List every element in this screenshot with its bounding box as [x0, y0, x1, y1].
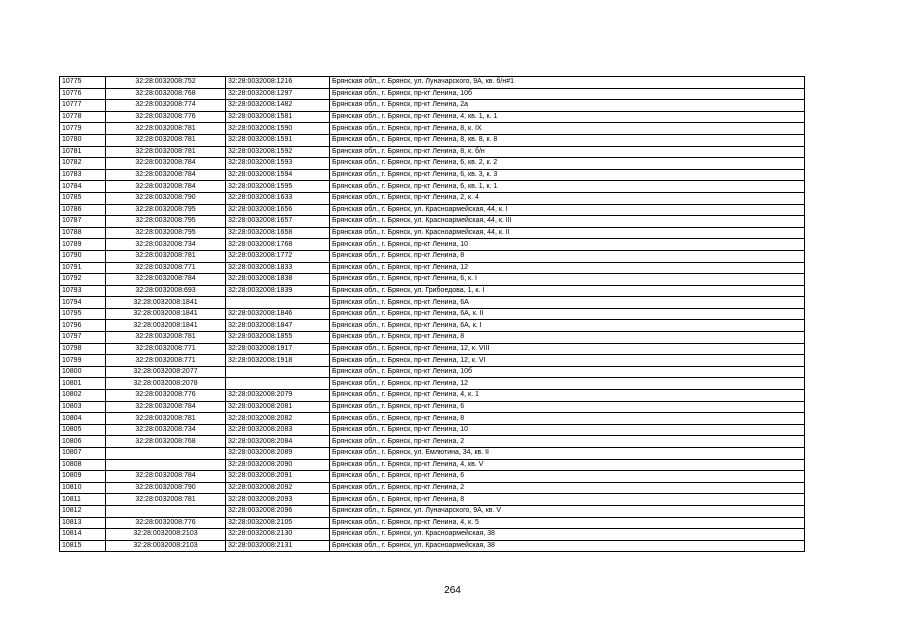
row-number-cell: 10778 [60, 111, 106, 123]
address-cell: Брянская обл., г. Брянск, пр-кт Ленина, 6, кв. 1, к. 1 [330, 181, 805, 193]
table-row [60, 239, 805, 251]
cadastral-number-cell: 32:28:0032008:1591 [226, 134, 330, 146]
table-row [60, 88, 805, 100]
parent-cadastral-number-cell: 32:28:0032008:771 [106, 355, 226, 367]
cadastral-number-cell [226, 297, 330, 309]
row-number-cell: 10787 [60, 216, 106, 228]
address-cell: Брянская обл., г. Брянск, пр-кт Ленина, 10 [330, 424, 805, 436]
address-cell: Брянская обл., г. Брянск, пр-кт Ленина, 6А, к. II [330, 308, 805, 320]
table-row [60, 308, 805, 320]
address-cell: Брянская обл., г. Брянск, ул. Грибоедова, 1, к. I [330, 285, 805, 297]
parent-cadastral-number-cell: 32:28:0032008:784 [106, 274, 226, 286]
parent-cadastral-number-cell: 32:28:0032008:734 [106, 424, 226, 436]
table-row [60, 262, 805, 274]
parent-cadastral-number-cell: 32:28:0032008:795 [106, 204, 226, 216]
parent-cadastral-number-cell: 32:28:0032008:795 [106, 227, 226, 239]
parent-cadastral-number-cell: 32:28:0032008:776 [106, 390, 226, 402]
address-cell: Брянская обл., г. Брянск, пр-кт Ленина, 10б [330, 88, 805, 100]
row-number-cell: 10777 [60, 100, 106, 112]
parent-cadastral-number-cell: 32:28:0032008:784 [106, 471, 226, 483]
address-cell: Брянская обл., г. Брянск, пр-кт Ленина, 2 [330, 482, 805, 494]
row-number-cell: 10812 [60, 505, 106, 517]
cadastral-number-cell: 32:28:0032008:2093 [226, 494, 330, 506]
row-number-cell: 10780 [60, 134, 106, 146]
cadastral-number-cell [226, 378, 330, 390]
table-row [60, 517, 805, 529]
parent-cadastral-number-cell: 32:28:0032008:771 [106, 343, 226, 355]
table-row [60, 250, 805, 262]
table-row [60, 390, 805, 402]
row-number-cell: 10785 [60, 192, 106, 204]
cadastral-number-cell: 32:28:0032008:1657 [226, 216, 330, 228]
address-cell: Брянская обл., г. Брянск, пр-кт Ленина, 4, кв. V [330, 459, 805, 471]
address-cell: Брянская обл., г. Брянск, ул. Красноармейская, 44, к. II [330, 227, 805, 239]
row-number-cell: 10789 [60, 239, 106, 251]
row-number-cell: 10813 [60, 517, 106, 529]
row-number-cell: 10800 [60, 366, 106, 378]
cadastral-number-cell: 32:28:0032008:1590 [226, 123, 330, 135]
table-row [60, 401, 805, 413]
address-cell: Брянская обл., г. Брянск, ул. Красноармейская, 38 [330, 540, 805, 552]
row-number-cell: 10784 [60, 181, 106, 193]
cadastral-number-cell: 32:28:0032008:1593 [226, 158, 330, 170]
parent-cadastral-number-cell: 32:28:0032008:768 [106, 88, 226, 100]
row-number-cell: 10811 [60, 494, 106, 506]
row-number-cell: 10814 [60, 529, 106, 541]
parent-cadastral-number-cell [106, 505, 226, 517]
row-number-cell: 10795 [60, 308, 106, 320]
address-cell: Брянская обл., г. Брянск, пр-кт Ленина, 2 [330, 436, 805, 448]
row-number-cell: 10796 [60, 320, 106, 332]
row-number-cell: 10810 [60, 482, 106, 494]
table-row [60, 123, 805, 135]
parent-cadastral-number-cell: 32:28:0032008:784 [106, 169, 226, 181]
cadastral-number-cell: 32:28:0032008:1847 [226, 320, 330, 332]
table-row [60, 216, 805, 228]
address-cell: Брянская обл., г. Брянск, пр-кт Ленина, 6 [330, 471, 805, 483]
table-row [60, 355, 805, 367]
address-cell: Брянская обл., г. Брянск, ул. Красноармейская, 44, к. III [330, 216, 805, 228]
table-row [60, 274, 805, 286]
row-number-cell: 10786 [60, 204, 106, 216]
row-number-cell: 10802 [60, 390, 106, 402]
parent-cadastral-number-cell: 32:28:0032008:781 [106, 413, 226, 425]
cadastral-number-cell: 32:28:0032008:1839 [226, 285, 330, 297]
table-row [60, 482, 805, 494]
address-cell: Брянская обл., г. Брянск, пр-кт Ленина, 10 [330, 239, 805, 251]
address-cell: Брянская обл., г. Брянск, ул. Красноармейская, 38 [330, 529, 805, 541]
cadastral-number-cell: 32:28:0032008:2131 [226, 540, 330, 552]
address-cell: Брянская обл., г. Брянск, пр-кт Ленина, 8 [330, 332, 805, 344]
table-row [60, 540, 805, 552]
parent-cadastral-number-cell: 32:28:0032008:776 [106, 517, 226, 529]
cadastral-number-cell: 32:28:0032008:1833 [226, 262, 330, 274]
cadastral-number-cell [226, 366, 330, 378]
row-number-cell: 10798 [60, 343, 106, 355]
parent-cadastral-number-cell: 32:28:0032008:784 [106, 158, 226, 170]
parent-cadastral-number-cell: 32:28:0032008:781 [106, 123, 226, 135]
row-number-cell: 10815 [60, 540, 106, 552]
table-row [60, 505, 805, 517]
address-cell: Брянская обл., г. Брянск, пр-кт Ленина, 8, кв. 8, к. 8 [330, 134, 805, 146]
table-row [60, 100, 805, 112]
table-row [60, 424, 805, 436]
address-cell: Брянская обл., г. Брянск, пр-кт Ленина, 8 [330, 413, 805, 425]
parent-cadastral-number-cell: 32:28:0032008:790 [106, 192, 226, 204]
cadastral-number-cell: 32:28:0032008:1918 [226, 355, 330, 367]
table-row [60, 471, 805, 483]
parent-cadastral-number-cell: 32:28:0032008:2078 [106, 378, 226, 390]
table-row [60, 169, 805, 181]
row-number-cell: 10807 [60, 448, 106, 460]
parent-cadastral-number-cell [106, 459, 226, 471]
cadastral-number-cell: 32:28:0032008:2082 [226, 413, 330, 425]
cadastral-number-cell: 32:28:0032008:1855 [226, 332, 330, 344]
parent-cadastral-number-cell: 32:28:0032008:1841 [106, 308, 226, 320]
row-number-cell: 10809 [60, 471, 106, 483]
table-row [60, 332, 805, 344]
parent-cadastral-number-cell: 32:28:0032008:781 [106, 250, 226, 262]
address-cell: Брянская обл., г. Брянск, пр-кт Ленина, 10б [330, 366, 805, 378]
parent-cadastral-number-cell: 32:28:0032008:784 [106, 401, 226, 413]
parent-cadastral-number-cell: 32:28:0032008:781 [106, 146, 226, 158]
address-cell: Брянская обл., г. Брянск, пр-кт Ленина, 12 [330, 262, 805, 274]
row-number-cell: 10776 [60, 88, 106, 100]
address-cell: Брянская обл., г. Брянск, пр-кт Ленина, 4, кв. 1, к. 1 [330, 111, 805, 123]
cadastral-number-cell: 32:28:0032008:1482 [226, 100, 330, 112]
row-number-cell: 10779 [60, 123, 106, 135]
row-number-cell: 10799 [60, 355, 106, 367]
row-number-cell: 10775 [60, 77, 106, 89]
row-number-cell: 10808 [60, 459, 106, 471]
cadastral-number-cell: 32:28:0032008:1581 [226, 111, 330, 123]
cadastral-number-cell: 32:28:0032008:2130 [226, 529, 330, 541]
row-number-cell: 10801 [60, 378, 106, 390]
address-cell: Брянская обл., г. Брянск, пр-кт Ленина, 2, к. 4 [330, 192, 805, 204]
cadastral-number-cell: 32:28:0032008:1917 [226, 343, 330, 355]
row-number-cell: 10803 [60, 401, 106, 413]
row-number-cell: 10797 [60, 332, 106, 344]
table-row [60, 494, 805, 506]
cadastral-number-cell: 32:28:0032008:1768 [226, 239, 330, 251]
table-row [60, 111, 805, 123]
address-cell: Брянская обл., г. Брянск, пр-кт Ленина, 6А [330, 297, 805, 309]
address-cell: Брянская обл., г. Брянск, ул. Луначарского, 9А, кв. V [330, 505, 805, 517]
cadastral-number-cell: 32:28:0032008:1656 [226, 204, 330, 216]
table-row [60, 529, 805, 541]
parent-cadastral-number-cell: 32:28:0032008:2077 [106, 366, 226, 378]
table-row [60, 297, 805, 309]
table-row [60, 134, 805, 146]
address-cell: Брянская обл., г. Брянск, пр-кт Ленина, 12, к. VIII [330, 343, 805, 355]
table-row [60, 436, 805, 448]
parent-cadastral-number-cell: 32:28:0032008:734 [106, 239, 226, 251]
table-row [60, 146, 805, 158]
address-cell: Брянская обл., г. Брянск, пр-кт Ленина, 12 [330, 378, 805, 390]
row-number-cell: 10794 [60, 297, 106, 309]
address-cell: Брянская обл., г. Брянск, пр-кт Ленина, 6, кв. 3, к. 3 [330, 169, 805, 181]
cadastral-number-cell: 32:28:0032008:2096 [226, 505, 330, 517]
address-cell: Брянская обл., г. Брянск, пр-кт Ленина, 4, к. 5 [330, 517, 805, 529]
table-row [60, 285, 805, 297]
cadastral-number-cell: 32:28:0032008:1594 [226, 169, 330, 181]
cadastral-number-cell: 32:28:0032008:1838 [226, 274, 330, 286]
register-table-body [60, 77, 805, 552]
parent-cadastral-number-cell: 32:28:0032008:768 [106, 436, 226, 448]
address-cell: Брянская обл., г. Брянск, ул. Емлютина, 34, кв. II [330, 448, 805, 460]
cadastral-number-cell: 32:28:0032008:1297 [226, 88, 330, 100]
address-cell: Брянская обл., г. Брянск, пр-кт Ленина, 6, кв. 2, к. 2 [330, 158, 805, 170]
page-number: 264 [444, 585, 461, 596]
address-cell: Брянская обл., г. Брянск, ул. Красноармейская, 44, к. I [330, 204, 805, 216]
address-cell: Брянская обл., г. Брянск, пр-кт Ленина, 2а [330, 100, 805, 112]
address-cell: Брянская обл., г. Брянск, пр-кт Ленина, 6А, к. I [330, 320, 805, 332]
parent-cadastral-number-cell: 32:28:0032008:1841 [106, 320, 226, 332]
cadastral-number-cell: 32:28:0032008:1592 [226, 146, 330, 158]
row-number-cell: 10781 [60, 146, 106, 158]
row-number-cell: 10792 [60, 274, 106, 286]
table-row [60, 158, 805, 170]
table-row [60, 459, 805, 471]
table-row [60, 320, 805, 332]
address-cell: Брянская обл., г. Брянск, пр-кт Ленина, 4, к. 1 [330, 390, 805, 402]
parent-cadastral-number-cell: 32:28:0032008:795 [106, 216, 226, 228]
row-number-cell: 10806 [60, 436, 106, 448]
parent-cadastral-number-cell: 32:28:0032008:774 [106, 100, 226, 112]
row-number-cell: 10804 [60, 413, 106, 425]
parent-cadastral-number-cell: 32:28:0032008:781 [106, 134, 226, 146]
parent-cadastral-number-cell [106, 448, 226, 460]
table-row [60, 343, 805, 355]
table-row [60, 204, 805, 216]
row-number-cell: 10791 [60, 262, 106, 274]
row-number-cell: 10782 [60, 158, 106, 170]
table-row [60, 77, 805, 89]
table-row [60, 366, 805, 378]
cadastral-number-cell: 32:28:0032008:1633 [226, 192, 330, 204]
parent-cadastral-number-cell: 32:28:0032008:781 [106, 494, 226, 506]
cadastral-number-cell: 32:28:0032008:1595 [226, 181, 330, 193]
row-number-cell: 10783 [60, 169, 106, 181]
table-row [60, 227, 805, 239]
parent-cadastral-number-cell: 32:28:0032008:1841 [106, 297, 226, 309]
address-cell: Брянская обл., г. Брянск, пр-кт Ленина, 8 [330, 494, 805, 506]
parent-cadastral-number-cell: 32:28:0032008:693 [106, 285, 226, 297]
cadastral-number-cell: 32:28:0032008:2090 [226, 459, 330, 471]
address-cell: Брянская обл., г. Брянск, пр-кт Ленина, 8, к. б/н [330, 146, 805, 158]
address-cell: Брянская обл., г. Брянск, пр-кт Ленина, 6, к. I [330, 274, 805, 286]
parent-cadastral-number-cell: 32:28:0032008:752 [106, 77, 226, 89]
parent-cadastral-number-cell: 32:28:0032008:784 [106, 181, 226, 193]
row-number-cell: 10793 [60, 285, 106, 297]
address-cell: Брянская обл., г. Брянск, пр-кт Ленина, 6 [330, 401, 805, 413]
cadastral-number-cell: 32:28:0032008:1216 [226, 77, 330, 89]
cadastral-number-cell: 32:28:0032008:2091 [226, 471, 330, 483]
parent-cadastral-number-cell: 32:28:0032008:771 [106, 262, 226, 274]
address-cell: Брянская обл., г. Брянск, ул. Луначарского, 9А, кв. б/н#1 [330, 77, 805, 89]
table-row [60, 181, 805, 193]
row-number-cell: 10790 [60, 250, 106, 262]
cadastral-number-cell: 32:28:0032008:1658 [226, 227, 330, 239]
cadastral-register-table [59, 76, 805, 552]
row-number-cell: 10805 [60, 424, 106, 436]
cadastral-number-cell: 32:28:0032008:1772 [226, 250, 330, 262]
cadastral-number-cell: 32:28:0032008:2083 [226, 424, 330, 436]
table-row [60, 192, 805, 204]
address-cell: Брянская обл., г. Брянск, пр-кт Ленина, 8 [330, 250, 805, 262]
parent-cadastral-number-cell: 32:28:0032008:776 [106, 111, 226, 123]
cadastral-number-cell: 32:28:0032008:2089 [226, 448, 330, 460]
parent-cadastral-number-cell: 32:28:0032008:2103 [106, 540, 226, 552]
parent-cadastral-number-cell: 32:28:0032008:781 [106, 332, 226, 344]
cadastral-number-cell: 32:28:0032008:2081 [226, 401, 330, 413]
cadastral-number-cell: 32:28:0032008:2079 [226, 390, 330, 402]
parent-cadastral-number-cell: 32:28:0032008:2103 [106, 529, 226, 541]
table-row [60, 413, 805, 425]
row-number-cell: 10788 [60, 227, 106, 239]
cadastral-number-cell: 32:28:0032008:1846 [226, 308, 330, 320]
table-row [60, 448, 805, 460]
table-row [60, 378, 805, 390]
parent-cadastral-number-cell: 32:28:0032008:790 [106, 482, 226, 494]
cadastral-number-cell: 32:28:0032008:2105 [226, 517, 330, 529]
cadastral-number-cell: 32:28:0032008:2092 [226, 482, 330, 494]
cadastral-number-cell: 32:28:0032008:2084 [226, 436, 330, 448]
address-cell: Брянская обл., г. Брянск, пр-кт Ленина, 12, к. VI [330, 355, 805, 367]
address-cell: Брянская обл., г. Брянск, пр-кт Ленина, 8, к. IX [330, 123, 805, 135]
